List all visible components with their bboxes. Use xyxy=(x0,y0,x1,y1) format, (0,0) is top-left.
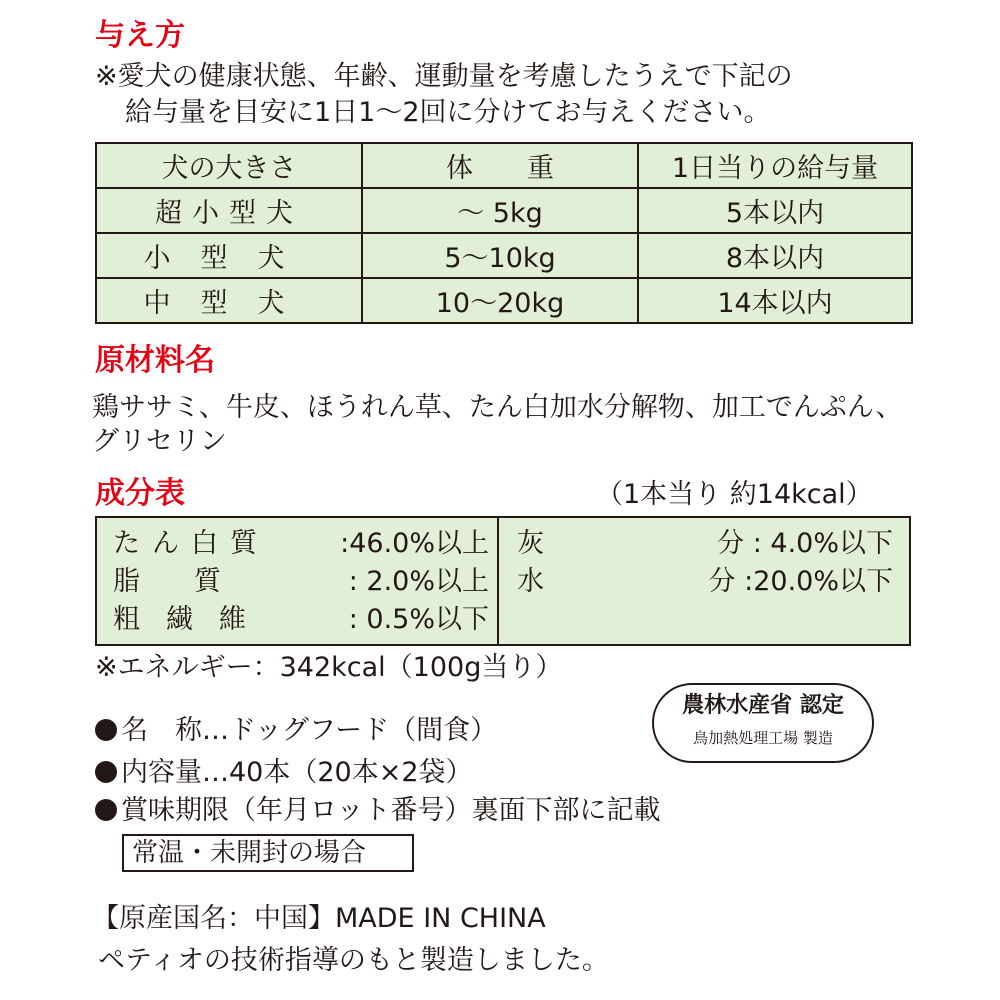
cell-amount: 14本以内 xyxy=(638,278,912,323)
composition-divider xyxy=(497,518,499,644)
cell-size: 小型犬 xyxy=(96,233,362,278)
ingredients-line2: グリセリン xyxy=(92,426,227,457)
header-dog-size: 犬の大きさ xyxy=(96,143,362,188)
cell-size: 中型犬 xyxy=(96,278,362,323)
composition-value: :46.0%以上 xyxy=(340,528,489,559)
bullet-icon xyxy=(95,719,117,741)
cell-amount: 8本以内 xyxy=(638,233,912,278)
table-row xyxy=(96,188,912,233)
cell-weight: 〜 5kg xyxy=(362,188,638,233)
cell-weight: 10〜20kg xyxy=(362,278,638,323)
product-contents-text: 内容量…40本（20本×2袋） xyxy=(121,757,473,788)
product-name xyxy=(95,714,497,748)
composition-value: : 2.0%以上 xyxy=(348,566,489,597)
bullet-icon xyxy=(95,799,117,821)
product-expiry xyxy=(95,794,660,828)
composition-table xyxy=(95,516,911,646)
composition-label: 水 xyxy=(517,566,544,597)
bullet-icon xyxy=(95,761,117,783)
ingredients-line1: 鶏ササミ、牛皮、ほうれん草、たん白加水分解物、加工でんぷん、 xyxy=(92,392,903,423)
table-row xyxy=(96,278,912,323)
feeding-note-line1: ※愛犬の健康状態、年齢、運動量を考慮したうえで下記の xyxy=(95,61,793,92)
cell-weight: 5〜10kg xyxy=(362,233,638,278)
feeding-table xyxy=(95,142,913,324)
composition-value: 分 :20.0%以下 xyxy=(708,566,893,597)
table-header-row xyxy=(96,143,912,188)
composition-per-unit: （1本当り 約14kcal） xyxy=(596,479,873,510)
cell-size: 超小型犬 xyxy=(96,188,362,233)
product-name-text: 名 称…ドッグフード（間食） xyxy=(121,715,498,746)
storage-condition: 常温・未開封の場合 xyxy=(122,834,414,872)
table-row xyxy=(96,233,912,278)
composition-heading: 成分表 xyxy=(95,476,185,511)
composition-value: : 0.5%以下 xyxy=(348,604,489,635)
header-weight: 体 重 xyxy=(362,143,638,188)
composition-label: たん白質 xyxy=(113,528,269,559)
feeding-heading: 与え方 xyxy=(95,18,185,53)
certification-badge xyxy=(652,683,874,763)
composition-label: 灰 xyxy=(517,528,544,559)
composition-label: 粗繊維 xyxy=(113,604,272,635)
origin-country: 【原産国名：中国】MADE IN CHINA xyxy=(92,903,546,934)
cell-amount: 5本以内 xyxy=(638,188,912,233)
origin-guidance: ペティオの技術指導のもと製造しました。 xyxy=(98,945,609,976)
feeding-note-line2: 給与量を目安に1日1〜2回に分けてお与えください。 xyxy=(125,97,771,128)
product-expiry-text: 賞味期限（年月ロット番号）裏面下部に記載 xyxy=(121,795,661,826)
header-daily-amount: 1日当りの給与量 xyxy=(638,143,912,188)
certification-title: 農林水産省 認定 xyxy=(682,693,844,718)
composition-label: 脂 質 xyxy=(113,566,221,597)
ingredients-heading: 原材料名 xyxy=(95,343,215,378)
product-contents xyxy=(95,756,473,790)
certification-subtitle: 鳥加熱処理工場 製造 xyxy=(693,729,833,747)
energy-note: ※エネルギー：342kcal（100g当り） xyxy=(95,652,563,683)
composition-value: 分 : 4.0%以下 xyxy=(717,528,893,559)
